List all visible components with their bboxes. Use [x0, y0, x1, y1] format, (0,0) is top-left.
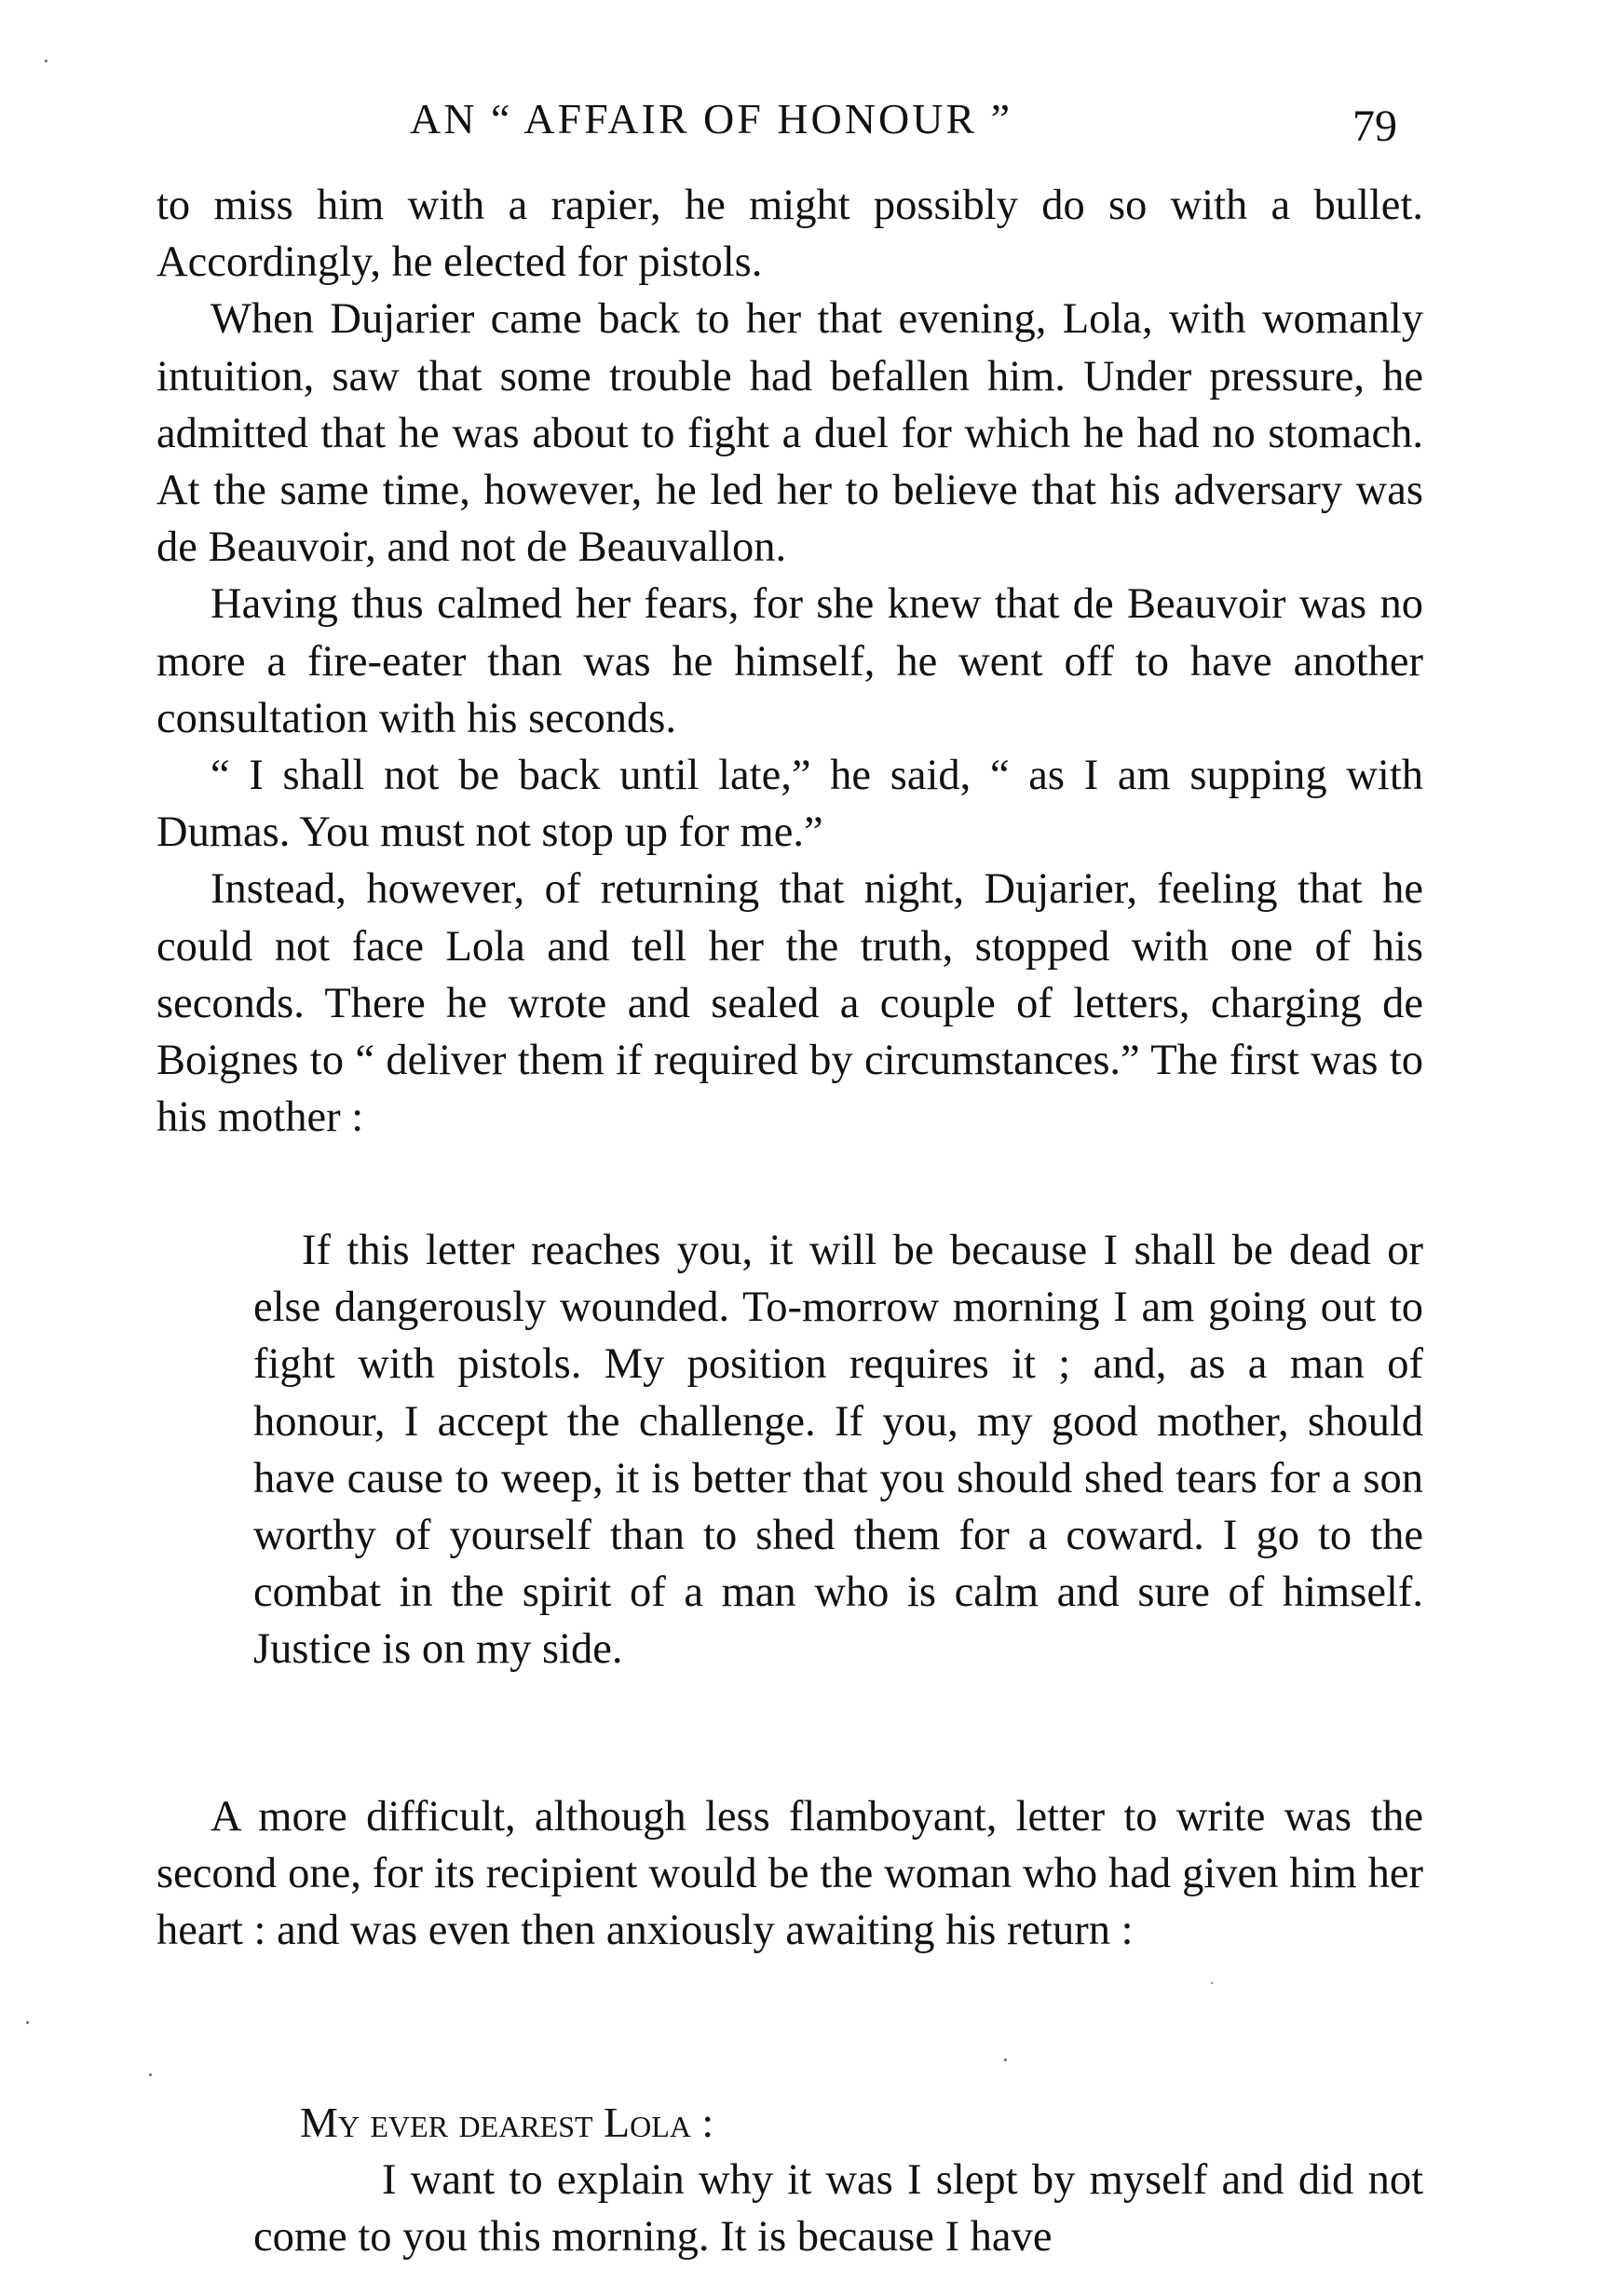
quoted-letter-text: I want to explain why it was I slept by myself and did not come to you this morning. It is because I have [253, 2156, 1423, 2262]
letter-to-mother-quote [253, 1222, 1423, 1678]
print-speck [45, 60, 48, 62]
paragraph: When Dujarier came back to her that evening, Lola, with womanly intuition, saw that some trouble had befallen him. Under pressure, he admitted that he was about to fight a duel for which he had no stomach. At the same time, however, he led her to believe that his adversary was de Beauvoir, and not de Beauvallon. [156, 295, 1423, 572]
print-speck [1211, 1982, 1213, 1984]
page-number: 79 [1352, 102, 1397, 151]
letter-salutation: My ever dearest Lola : [300, 2099, 714, 2146]
main-text-middle [156, 1788, 1423, 1960]
main-text-top [156, 177, 1423, 1146]
paragraph: A more difficult, although less flamboyant, letter to write was the second one, for its recipient would be the woman who had given him her heart : and was even then anxiously awaiting his return : [156, 1793, 1423, 1955]
running-title: AN “ AFFAIR OF HONOUR ” [410, 95, 1013, 143]
letter-to-lola-quote [253, 2152, 1423, 2265]
paragraph-continuation: to miss him with a rapier, he might possibly do so with a bullet. Accordingly, he elected for pistols. [156, 182, 1423, 287]
print-speck [1004, 2058, 1007, 2061]
print-speck [149, 2073, 152, 2076]
quoted-letter-text: If this letter reaches you, it will be because I shall be dead or else dangerously wounded. To-morrow morning I am going out to fight with pistols. My position requires it ; and, as a man of honour, I accept the challenge. If you, my good mother, should have cause to weep, it is better that you should shed tears for a son worthy of yourself than to shed them for a coward. I go to the combat in the spirit of a man who is calm and sure of himself. Justice is on my side. [253, 1227, 1423, 1674]
print-speck [26, 2021, 29, 2024]
paragraph: Having thus calmed her fears, for she knew that de Beauvoir was no more a fire-eater than was he himself, he went off to have another consultation with his seconds. [156, 580, 1423, 742]
paragraph: Instead, however, of returning that night, Dujarier, feeling that he could not face Lola and tell her the truth, stopped with one of his seconds. There he wrote and sealed a couple of letters, charging de Boignes to “ deliver them if required by circumstances.” The first was to his mother : [156, 865, 1423, 1142]
paragraph: “ I shall not be back until late,” he said, “ as I am supping with Dumas. You must not stop up for me.” [156, 752, 1423, 857]
